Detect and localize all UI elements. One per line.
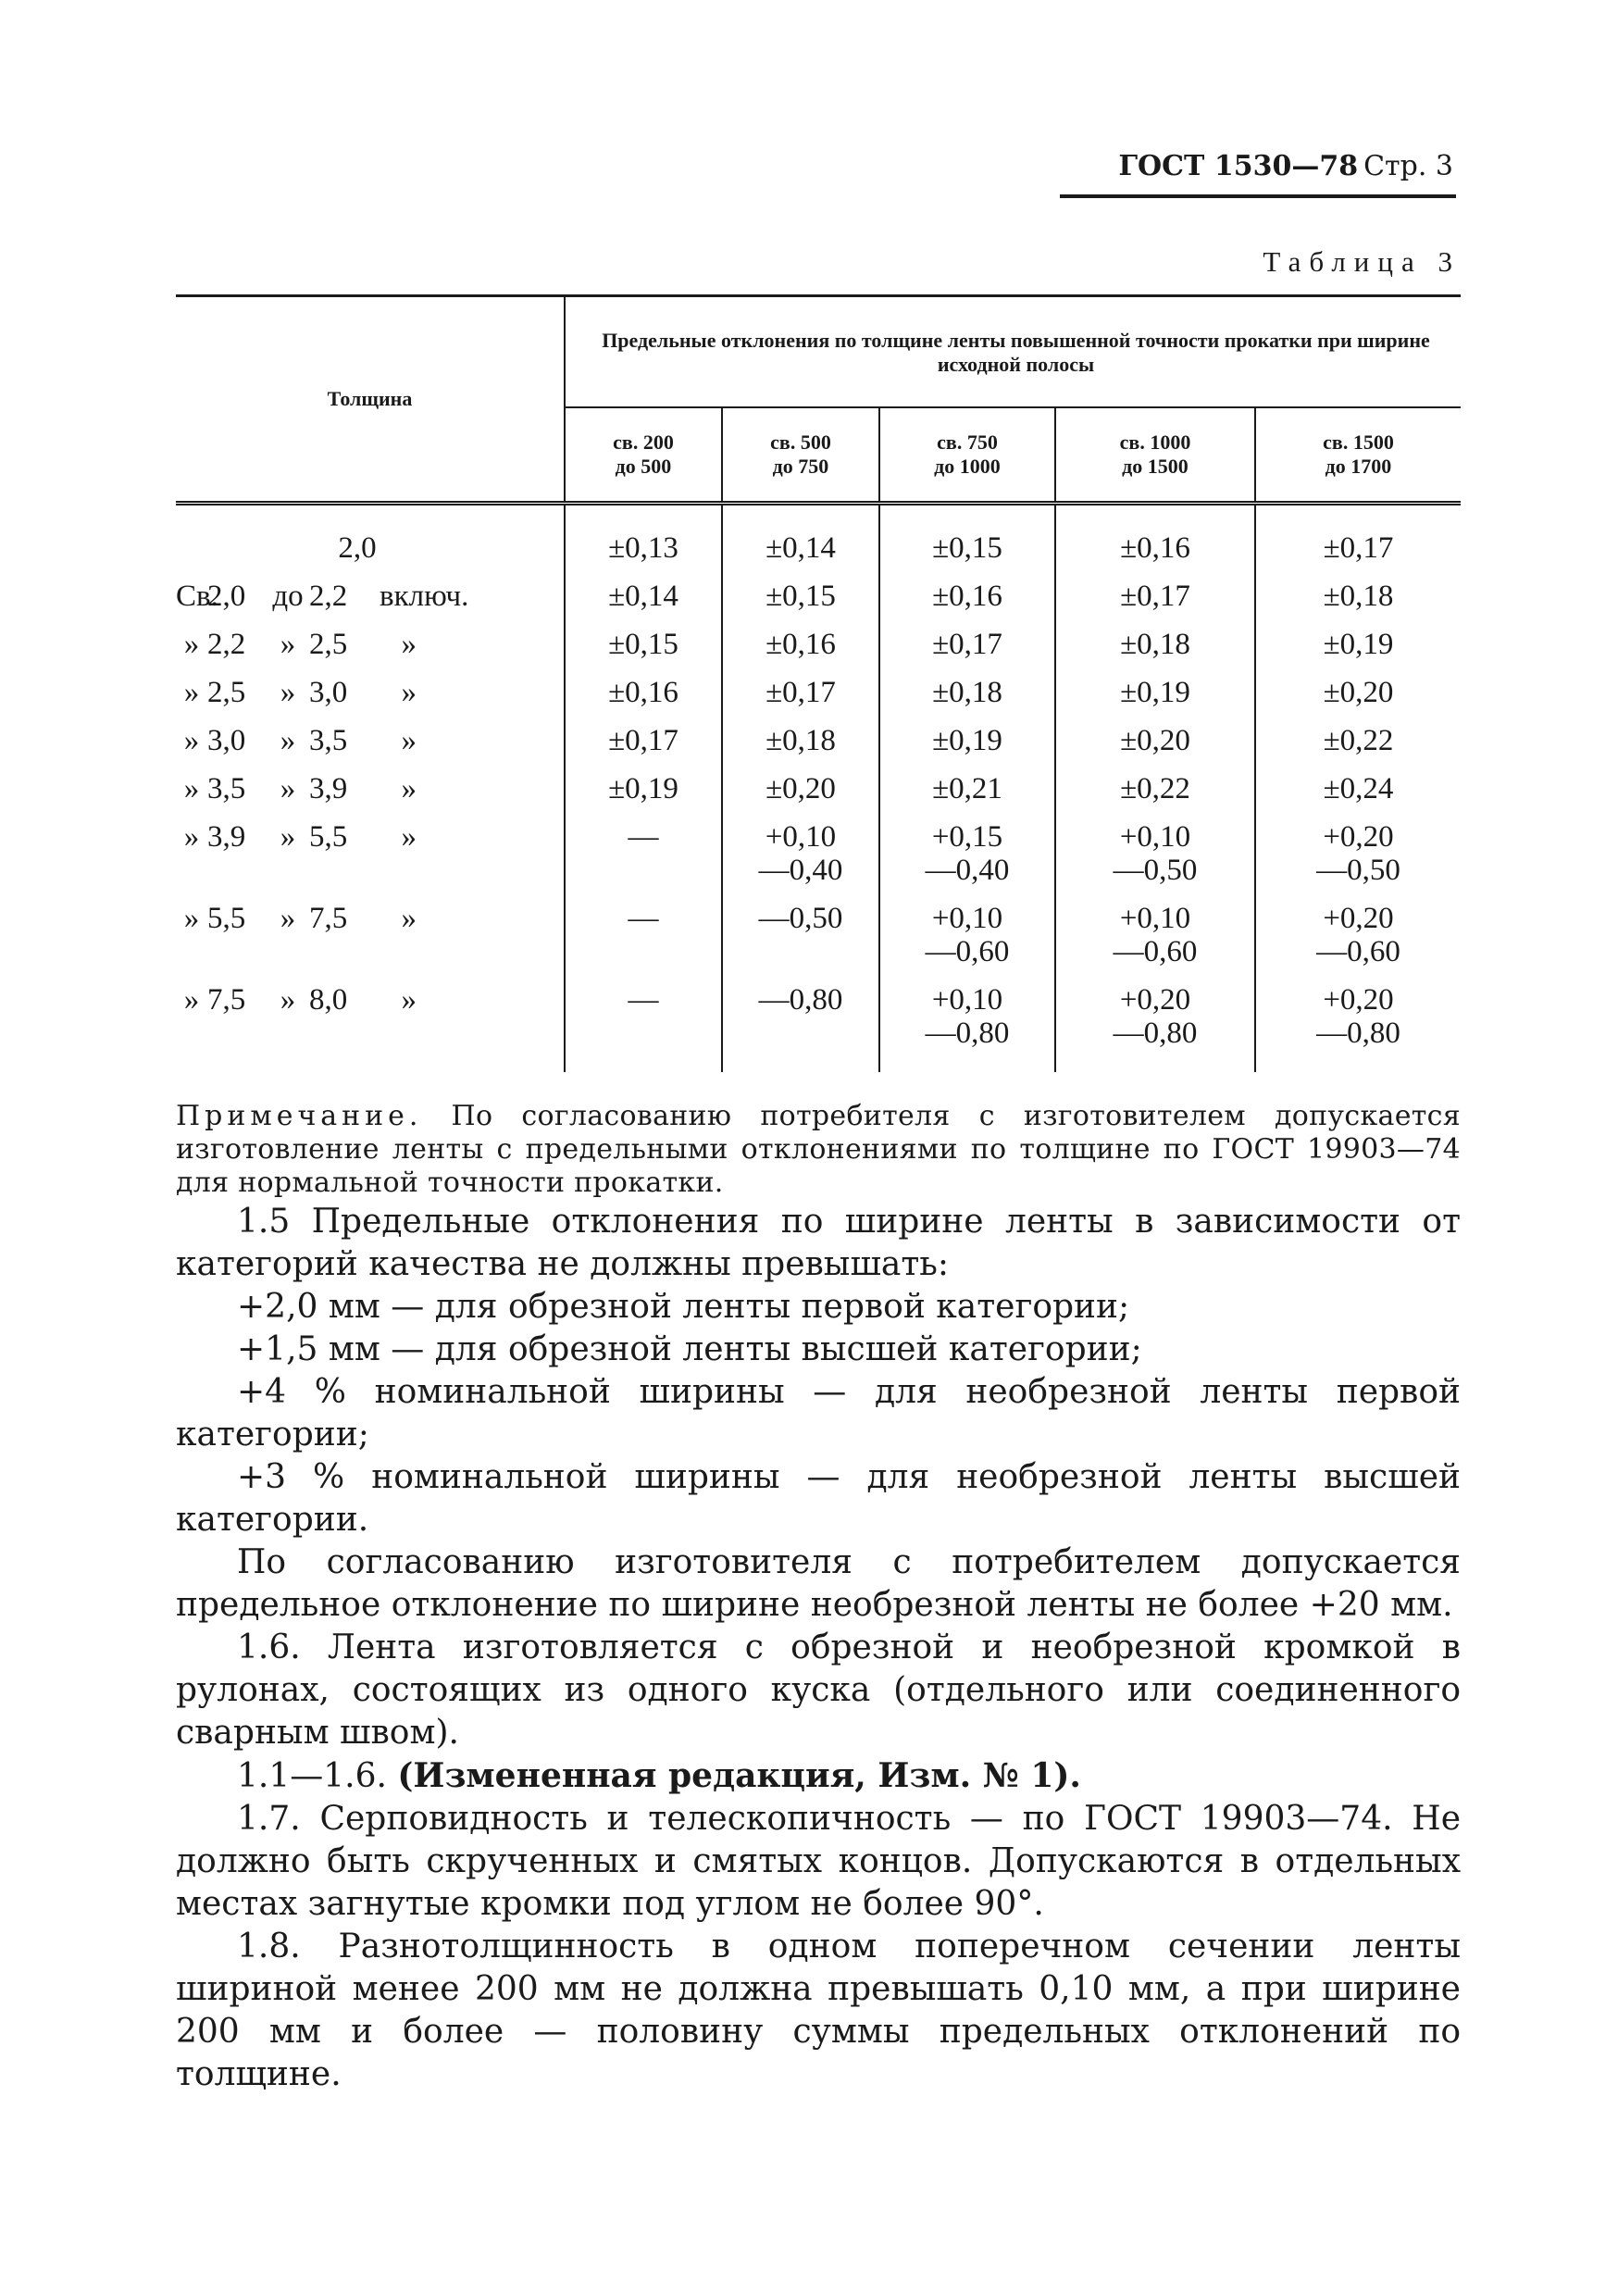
thickness-range bbox=[176, 668, 565, 717]
width-column-to: до 500 bbox=[615, 455, 672, 478]
thickness-header: Толщина bbox=[176, 296, 565, 504]
tolerance-cell bbox=[1055, 504, 1255, 573]
paragraph bbox=[176, 1286, 1461, 1329]
tolerance-value: ±0,17 bbox=[932, 628, 1002, 661]
tolerance-value: ±0,14 bbox=[608, 580, 678, 613]
tolerance-value: +0,15 bbox=[931, 820, 1003, 854]
tolerance-cell bbox=[565, 765, 722, 813]
thickness-to-qualifier: до bbox=[272, 580, 304, 613]
thickness-to-qualifier: » bbox=[280, 772, 296, 805]
table-note bbox=[176, 1100, 1461, 1200]
tolerance-cell bbox=[722, 813, 879, 894]
thickness-range bbox=[176, 717, 565, 765]
tolerance-value: ±0,15 bbox=[932, 531, 1002, 565]
tolerance-cell bbox=[1255, 572, 1461, 620]
table-row bbox=[176, 976, 1461, 1072]
tolerance-value: ±0,16 bbox=[765, 628, 836, 661]
tolerance-value: ±0,17 bbox=[608, 724, 678, 757]
paragraph-text: 1.8. Разнотолщинность в одном поперечном сечении ленты шириной менее 200 мм не должна превышать 0,10 мм, а при ширине 200 мм и более — половину суммы предельных отклонений по толщине. bbox=[176, 1928, 1461, 2093]
width-column-to: до 1700 bbox=[1325, 455, 1392, 478]
tolerance-cell bbox=[722, 765, 879, 813]
tolerance-value: ±0,18 bbox=[1323, 580, 1394, 613]
paragraph bbox=[176, 1456, 1461, 1541]
tolerance-value: —0,50 bbox=[1316, 854, 1400, 887]
tolerance-cell bbox=[879, 765, 1055, 813]
thickness-from-qualifier: » bbox=[183, 628, 200, 661]
tolerance-cell bbox=[1055, 620, 1255, 668]
tolerance-cell bbox=[1255, 717, 1461, 765]
paragraph bbox=[176, 1627, 1461, 1754]
tolerance-cell bbox=[565, 813, 722, 894]
page-header bbox=[1092, 150, 1453, 182]
thickness-to-qualifier: » bbox=[280, 724, 296, 757]
tolerance-cell bbox=[1255, 976, 1461, 1072]
thickness-suffix: » bbox=[401, 676, 417, 709]
tolerance-cell bbox=[565, 620, 722, 668]
width-column-header bbox=[722, 407, 879, 504]
tolerance-value: ±0,16 bbox=[608, 676, 678, 709]
thickness-from-qualifier: » bbox=[183, 820, 200, 854]
tolerance-value: +0,20 bbox=[1323, 902, 1394, 935]
body-text bbox=[176, 1201, 1461, 2096]
tolerance-value: ±0,16 bbox=[932, 580, 1002, 613]
tolerance-cell bbox=[879, 976, 1055, 1072]
thickness-from: 2,0 bbox=[207, 580, 246, 613]
tolerance-value: ±0,18 bbox=[765, 724, 836, 757]
width-column-from: св. 1000 bbox=[1119, 430, 1191, 454]
paragraph bbox=[176, 1754, 1461, 1798]
table-row bbox=[176, 894, 1461, 976]
thickness-suffix: » bbox=[401, 724, 417, 757]
tolerance-cell bbox=[879, 668, 1055, 717]
tolerance-cell bbox=[1055, 668, 1255, 717]
thickness-from-qualifier: » bbox=[183, 724, 200, 757]
table-row bbox=[176, 572, 1461, 620]
paragraph-text: 1.5 Предельные отклонения по ширине ленты в зависимости от категорий качества не должны превышать: bbox=[176, 1203, 1461, 1283]
note-text: По согласованию потребителя с изготовителем допускается изготовление ленты с предельными отклонениями по толщине по ГОСТ 19903—74 для нормальной точности прокатки. bbox=[176, 1100, 1461, 1199]
tolerance-cell bbox=[1255, 504, 1461, 573]
thickness-to: 3,9 bbox=[309, 772, 348, 805]
tolerance-value: ±0,18 bbox=[1120, 628, 1190, 661]
thickness-range bbox=[176, 976, 565, 1072]
tolerance-value: ±0,22 bbox=[1120, 772, 1190, 805]
tolerance-value: ±0,19 bbox=[608, 772, 678, 805]
tolerance-cell bbox=[879, 504, 1055, 573]
tolerance-value: ±0,22 bbox=[1323, 724, 1394, 757]
tolerance-cell bbox=[1255, 813, 1461, 894]
tolerance-cell bbox=[565, 717, 722, 765]
tolerance-value: ±0,20 bbox=[1120, 724, 1190, 757]
tolerance-table bbox=[176, 294, 1461, 1072]
thickness-suffix: включ. bbox=[380, 580, 469, 613]
tolerance-cell bbox=[1255, 765, 1461, 813]
tolerance-cell bbox=[1055, 813, 1255, 894]
tolerance-cell bbox=[1055, 717, 1255, 765]
tolerance-value: —0,80 bbox=[925, 1017, 1010, 1050]
page-number: Стр. 3 bbox=[1363, 150, 1453, 182]
tolerance-value: +0,10 bbox=[765, 820, 837, 854]
tolerance-cell bbox=[879, 894, 1055, 976]
tolerance-cell bbox=[565, 668, 722, 717]
table-row bbox=[176, 765, 1461, 813]
tolerance-cell bbox=[565, 504, 722, 573]
table-row bbox=[176, 504, 1461, 573]
thickness-to: 3,5 bbox=[309, 724, 348, 757]
note-label: Примечание. bbox=[176, 1100, 423, 1132]
tolerance-value: ±0,14 bbox=[765, 531, 836, 565]
tolerance-cell bbox=[1255, 894, 1461, 976]
tolerance-value: ±0,19 bbox=[1323, 628, 1394, 661]
tolerance-value: ±0,17 bbox=[765, 676, 836, 709]
thickness-from: 5,5 bbox=[207, 902, 246, 935]
thickness-to: 3,0 bbox=[309, 676, 348, 709]
tolerance-cell bbox=[722, 717, 879, 765]
thickness-range bbox=[176, 894, 565, 976]
width-column-from: св. 500 bbox=[770, 430, 831, 454]
paragraph-text: +2,0 мм — для обрезной ленты первой категории; bbox=[237, 1288, 1130, 1326]
thickness-to: 8,0 bbox=[309, 983, 348, 1017]
tolerance-cell bbox=[1055, 976, 1255, 1072]
thickness-to-qualifier: » bbox=[280, 676, 296, 709]
tolerance-cell bbox=[1055, 572, 1255, 620]
tolerance-value: —0,40 bbox=[758, 854, 843, 887]
thickness-range bbox=[176, 620, 565, 668]
tolerance-cell bbox=[879, 572, 1055, 620]
tolerance-value: +0,10 bbox=[931, 983, 1003, 1017]
thickness-from: 3,5 bbox=[207, 772, 246, 805]
thickness-from-qualifier: » bbox=[183, 902, 200, 935]
tolerance-value: +0,10 bbox=[931, 902, 1003, 935]
thickness-from-qualifier: » bbox=[183, 983, 200, 1017]
table-row bbox=[176, 668, 1461, 717]
table-row bbox=[176, 813, 1461, 894]
paragraph bbox=[176, 1201, 1461, 1286]
tolerance-value: ±0,15 bbox=[765, 580, 836, 613]
tolerance-cell bbox=[565, 894, 722, 976]
thickness-from-qualifier: » bbox=[183, 772, 200, 805]
paragraph-text: (Измененная редакция, Изм. № 1). bbox=[397, 1756, 1081, 1795]
thickness-from: 2,2 bbox=[207, 628, 246, 661]
tolerance-value: ±0,15 bbox=[608, 628, 678, 661]
tolerance-cell bbox=[1055, 894, 1255, 976]
tolerance-value: —0,40 bbox=[925, 854, 1010, 887]
tolerance-value: —0,60 bbox=[1316, 935, 1400, 968]
tolerance-value: ±0,18 bbox=[932, 676, 1002, 709]
paragraph bbox=[176, 1798, 1461, 1926]
thickness-range bbox=[176, 765, 565, 813]
paragraph-text: 1.7. Серповидность и телескопичность — по ГОСТ 19903—74. Не должно быть скрученных и смятых концов. Допускаются в отдельных местах загнутые кромки под углом не более 90°. bbox=[176, 1800, 1461, 1923]
paragraph-prefix: 1.1—1.6. bbox=[237, 1757, 398, 1795]
paragraph bbox=[176, 1926, 1461, 2096]
tolerance-value: —0,60 bbox=[1113, 935, 1198, 968]
table-row bbox=[176, 620, 1461, 668]
tolerance-value: ±0,24 bbox=[1323, 772, 1394, 805]
thickness-from-qualifier: » bbox=[183, 676, 200, 709]
width-column-header bbox=[1055, 407, 1255, 504]
table-title: Таблица 3 bbox=[1263, 245, 1461, 278]
thickness-from: 7,5 bbox=[207, 983, 246, 1017]
tolerance-value: —0,60 bbox=[925, 935, 1010, 968]
tolerance-value: —0,80 bbox=[758, 983, 843, 1017]
tolerance-cell bbox=[879, 717, 1055, 765]
tolerance-value: — bbox=[628, 983, 659, 1017]
width-column-from: св. 750 bbox=[937, 430, 998, 454]
thickness-from: 2,5 bbox=[207, 676, 246, 709]
paragraph-text: 1.6. Лента изготовляется с обрезной и необрезной кромкой в рулонах, состоящих из одного куска (отдельного или соединенного сварным швом). bbox=[176, 1628, 1461, 1752]
tolerance-value: +0,20 bbox=[1119, 983, 1191, 1017]
thickness-to: 7,5 bbox=[309, 902, 348, 935]
tolerance-value: ±0,20 bbox=[765, 772, 836, 805]
thickness-from: 3,0 bbox=[207, 724, 246, 757]
tolerance-value: —0,50 bbox=[1113, 854, 1198, 887]
thickness-from-qualifier: Св. bbox=[176, 580, 218, 613]
tolerance-cell bbox=[879, 620, 1055, 668]
width-column-to: до 1000 bbox=[934, 455, 1001, 478]
paragraph-text: +4 % номинальной ширины — для необрезной ленты первой категории; bbox=[176, 1373, 1461, 1454]
tolerance-cell bbox=[1255, 668, 1461, 717]
tolerance-cell bbox=[722, 894, 879, 976]
thickness-to-qualifier: » bbox=[280, 983, 296, 1017]
paragraph bbox=[176, 1329, 1461, 1371]
tolerance-value: ±0,17 bbox=[1323, 531, 1394, 565]
thickness-to-qualifier: » bbox=[280, 628, 296, 661]
thickness-to: 5,5 bbox=[309, 820, 348, 854]
tolerance-value: —0,50 bbox=[758, 902, 843, 935]
tolerance-cell bbox=[722, 504, 879, 573]
doc-code: ГОСТ 1530—78 bbox=[1118, 150, 1359, 182]
group-header: Предельные отклонения по толщине ленты повышенной точности прокатки при ширине исходной полосы bbox=[565, 296, 1461, 408]
tolerance-value: +0,20 bbox=[1323, 820, 1394, 854]
thickness-to-qualifier: » bbox=[280, 902, 296, 935]
thickness-from: 3,9 bbox=[207, 820, 246, 854]
tolerance-value: ±0,17 bbox=[1120, 580, 1190, 613]
width-column-header bbox=[565, 407, 722, 504]
paragraph-text: +3 % номинальной ширины — для необрезной ленты высшей категории. bbox=[176, 1458, 1461, 1539]
table-row bbox=[176, 717, 1461, 765]
thickness-to: 2,2 bbox=[309, 580, 348, 613]
tolerance-value: ±0,13 bbox=[608, 531, 678, 565]
thickness-to-qualifier: » bbox=[280, 820, 296, 854]
thickness-suffix: » bbox=[401, 772, 417, 805]
thickness-suffix: » bbox=[401, 820, 417, 854]
tolerance-value: ±0,20 bbox=[1323, 676, 1394, 709]
tolerance-cell bbox=[722, 976, 879, 1072]
width-column-header bbox=[1255, 407, 1461, 504]
tolerance-value: ±0,19 bbox=[932, 724, 1002, 757]
tolerance-cell bbox=[1255, 620, 1461, 668]
width-column-header bbox=[879, 407, 1055, 504]
tolerance-cell bbox=[722, 668, 879, 717]
paragraph bbox=[176, 1371, 1461, 1456]
header-rule bbox=[1060, 194, 1456, 198]
tolerance-cell bbox=[722, 572, 879, 620]
tolerance-value: —0,80 bbox=[1113, 1017, 1198, 1050]
thickness-suffix: » bbox=[401, 902, 417, 935]
tolerance-cell bbox=[879, 813, 1055, 894]
paragraph-text: По согласованию изготовителя с потребителем допускается предельное отклонение по ширине необрезной ленты не более +20 мм. bbox=[176, 1543, 1461, 1624]
tolerance-value: —0,80 bbox=[1316, 1017, 1400, 1050]
tolerance-value: +0,10 bbox=[1119, 820, 1191, 854]
thickness-suffix: » bbox=[401, 628, 417, 661]
tolerance-cell bbox=[565, 572, 722, 620]
tolerance-cell bbox=[722, 620, 879, 668]
tolerance-value: +0,20 bbox=[1323, 983, 1394, 1017]
paragraph-text: +1,5 мм — для обрезной ленты высшей категории; bbox=[237, 1330, 1142, 1368]
tolerance-value: — bbox=[628, 902, 659, 935]
width-column-from: св. 1500 bbox=[1323, 430, 1394, 454]
thickness-range bbox=[176, 504, 565, 573]
tolerance-value: ±0,21 bbox=[932, 772, 1002, 805]
table-body bbox=[176, 504, 1461, 1073]
thickness-value: 2,0 bbox=[338, 531, 377, 565]
tolerance-cell bbox=[565, 976, 722, 1072]
tolerance-cell bbox=[1055, 765, 1255, 813]
width-column-to: до 1500 bbox=[1122, 455, 1189, 478]
thickness-to: 2,5 bbox=[309, 628, 348, 661]
thickness-range bbox=[176, 572, 565, 620]
tolerance-value: — bbox=[628, 820, 659, 854]
paragraph bbox=[176, 1541, 1461, 1627]
tolerance-value: ±0,19 bbox=[1120, 676, 1190, 709]
tolerance-value: +0,10 bbox=[1119, 902, 1191, 935]
thickness-suffix: » bbox=[401, 983, 417, 1017]
width-column-to: до 750 bbox=[772, 455, 829, 478]
tolerance-value: ±0,16 bbox=[1120, 531, 1190, 565]
width-column-from: св. 200 bbox=[613, 430, 674, 454]
thickness-range bbox=[176, 813, 565, 894]
